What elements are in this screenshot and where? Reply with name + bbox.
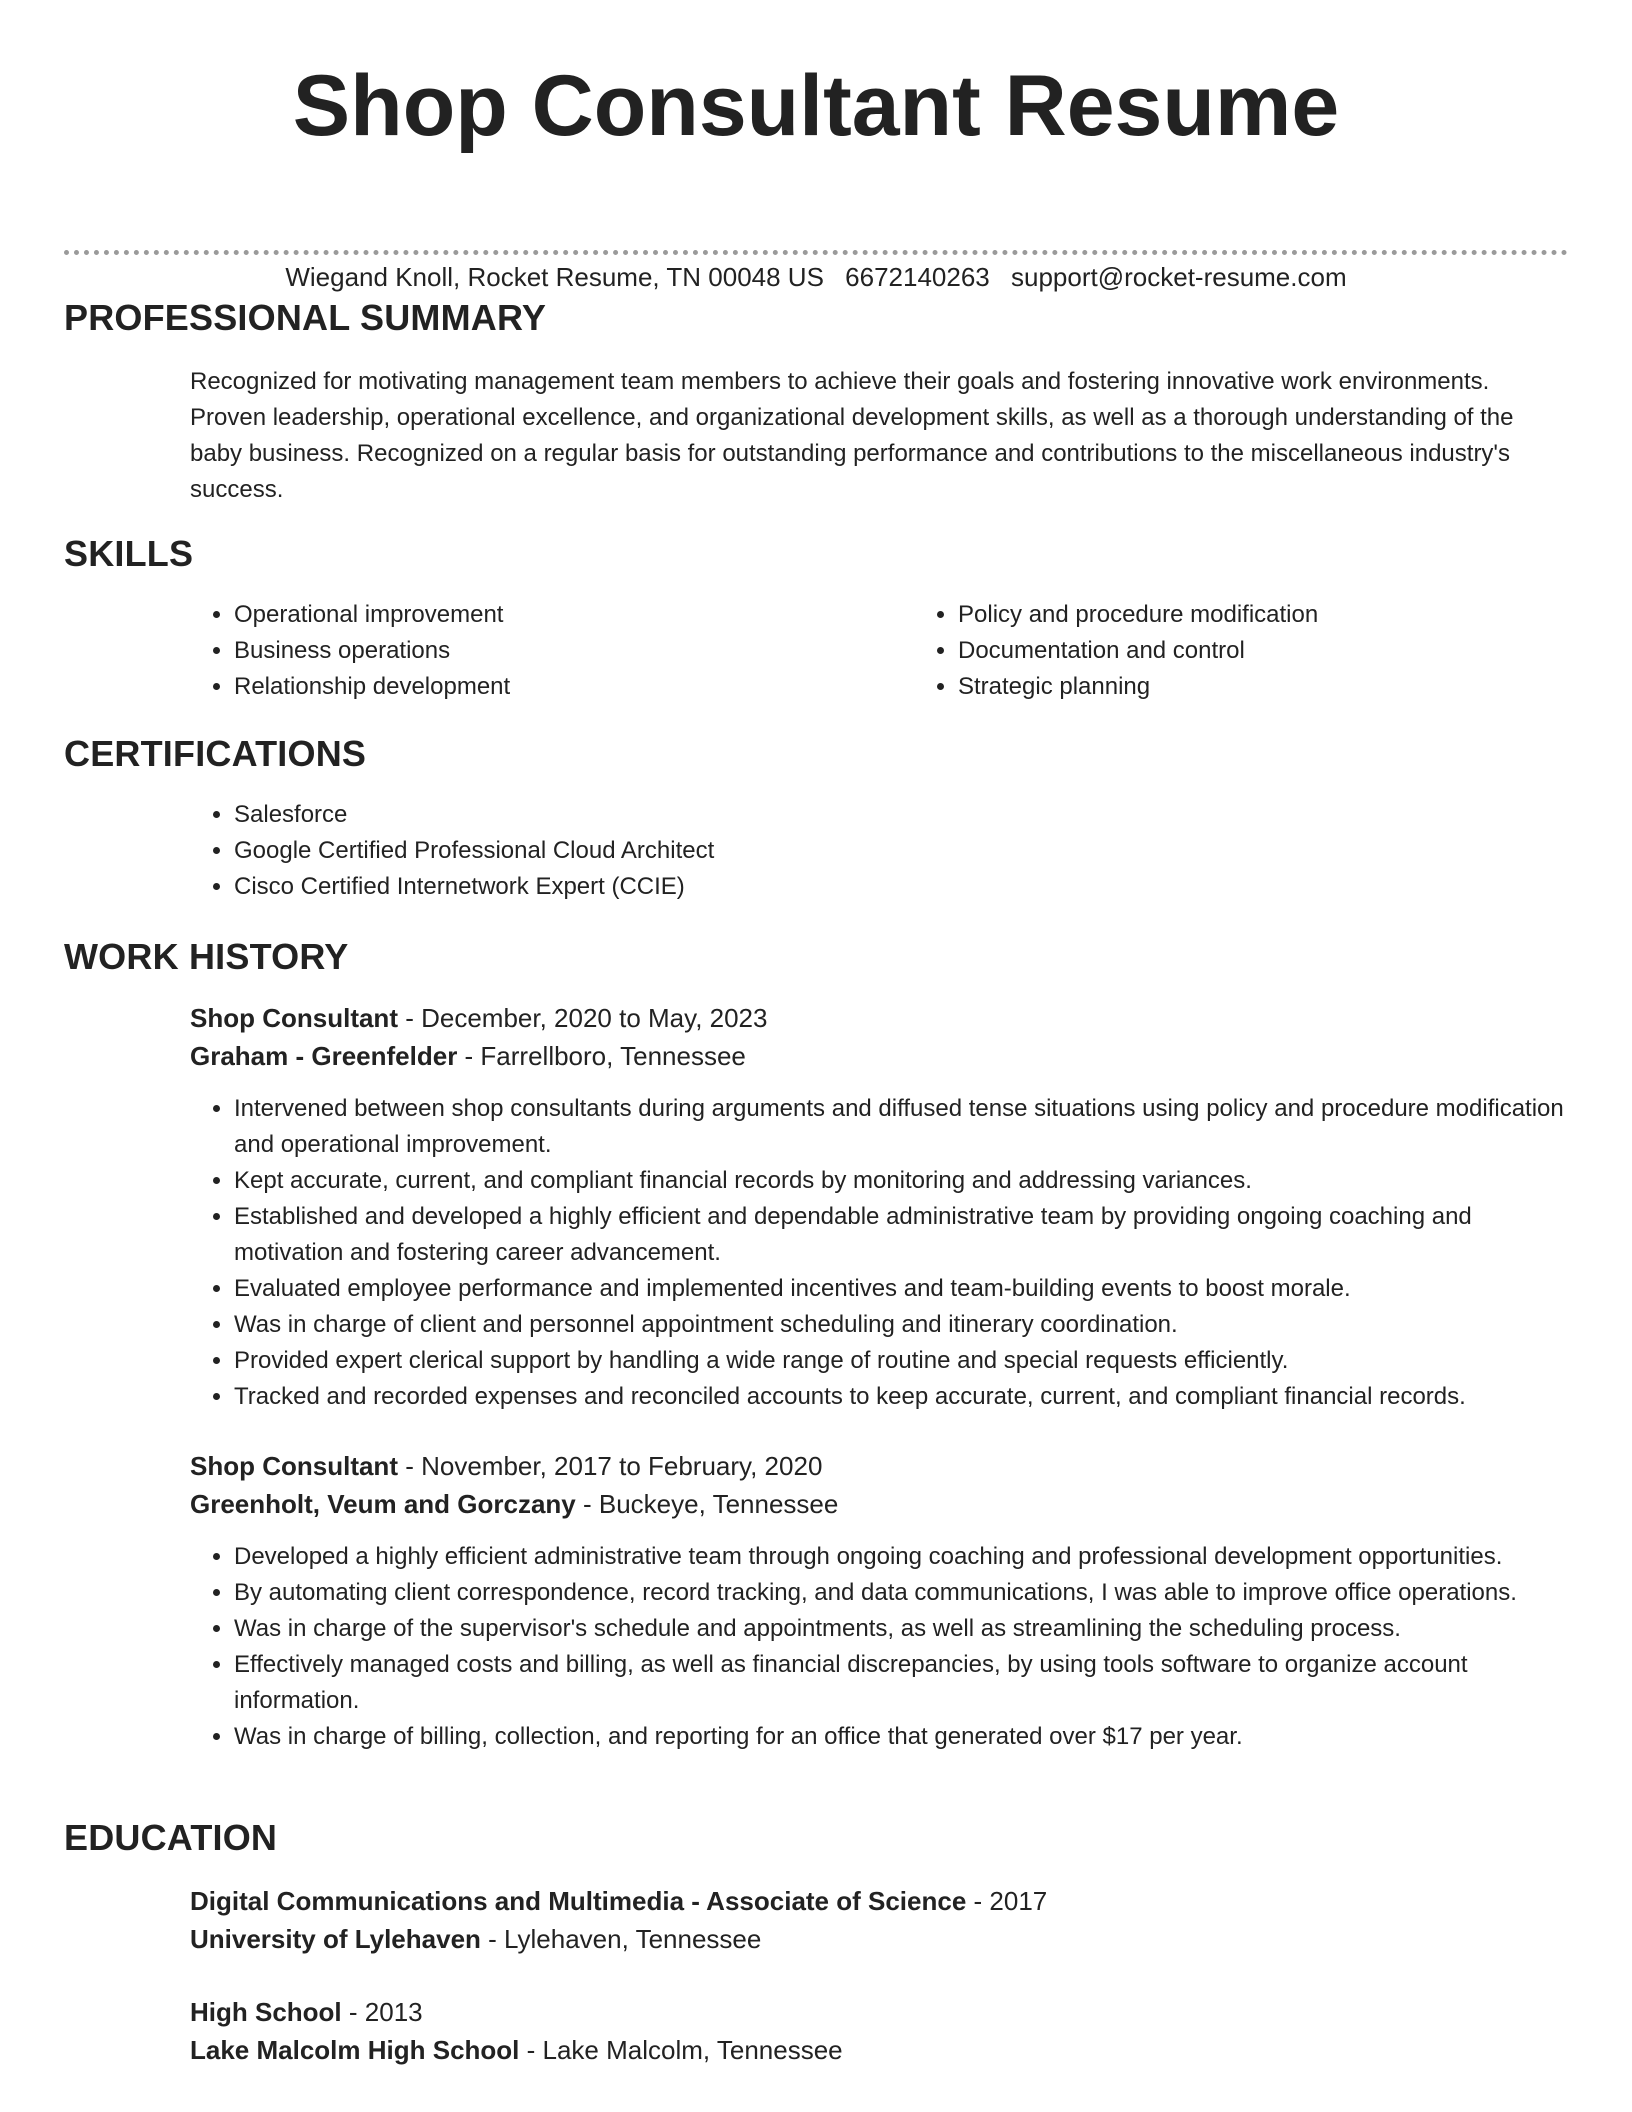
skills-left-list: [190, 597, 914, 705]
job-bullet-list: [190, 1091, 1568, 1415]
certification-item: • Google Certified Professional Cloud Architect: [234, 833, 1568, 869]
certifications-section: [190, 797, 1568, 905]
job-title-line: [190, 1447, 1568, 1485]
job-bullet: • Established and developed a highly efficient and dependable administrative team by providing ongoing coaching and motivation and fostering career advancement.: [234, 1199, 1568, 1271]
job-company-line: [190, 1485, 1568, 1523]
job-entry: [190, 1447, 1568, 1755]
job-bullet: • Was in charge of client and personnel appointment scheduling and itinerary coordination.: [234, 1307, 1568, 1343]
resume-title: Shop Consultant Resume: [292, 58, 1340, 154]
education-degree: High School: [190, 1997, 342, 2027]
summary-section: [190, 364, 1568, 508]
job-title-line: [190, 999, 1568, 1037]
work-heading: WORK HISTORY: [64, 936, 349, 977]
contact-line: [0, 260, 1632, 294]
education-degree-line: [190, 1993, 1568, 2031]
education-location: - Lake Malcolm, Tennessee: [519, 2035, 843, 2065]
job-bullet: • Was in charge of billing, collection, and reporting for an office that generated over $17 per year.: [234, 1719, 1568, 1755]
job-bullet-list: [190, 1539, 1568, 1755]
education-entry: [190, 1882, 1568, 1958]
skill-item: • Policy and procedure modification: [958, 597, 1632, 633]
skill-item: • Documentation and control: [958, 633, 1632, 669]
job-bullet: • Kept accurate, current, and compliant financial records by monitoring and addressing variances.: [234, 1163, 1568, 1199]
skills-right-list: [914, 597, 1632, 705]
skill-item: • Relationship development: [234, 669, 914, 705]
education-degree: Digital Communications and Multimedia - Associate of Science: [190, 1886, 967, 1916]
job-bullet: • Evaluated employee performance and implemented incentives and team-building events to boost morale.: [234, 1271, 1568, 1307]
job-company: Greenholt, Veum and Gorczany: [190, 1489, 576, 1519]
summary-heading: PROFESSIONAL SUMMARY: [64, 297, 547, 338]
job-dates: - December, 2020 to May, 2023: [397, 1003, 768, 1033]
job-bullet: • By automating client correspondence, record tracking, and data communications, I was able to improve office operations.: [234, 1575, 1568, 1611]
certifications-list: [190, 797, 1568, 905]
job-bullet: • Developed a highly efficient administrative team through ongoing coaching and professional development opportunities.: [234, 1539, 1568, 1575]
skill-item: • Business operations: [234, 633, 914, 669]
job-bullet: • Provided expert clerical support by handling a wide range of routine and special requests efficiently.: [234, 1343, 1568, 1379]
skills-heading: SKILLS: [64, 533, 194, 574]
contact-phone: 6672140263: [845, 262, 990, 292]
job-title: Shop Consultant: [190, 1003, 398, 1033]
job-company: Graham - Greenfelder: [190, 1041, 458, 1071]
job-title: Shop Consultant: [190, 1451, 398, 1481]
skill-item: • Strategic planning: [958, 669, 1632, 705]
education-heading: EDUCATION: [64, 1817, 278, 1858]
job-entry: [190, 999, 1568, 1415]
education-location: - Lylehaven, Tennessee: [480, 1924, 762, 1954]
contact-email: support@rocket-resume.com: [1011, 262, 1347, 292]
job-bullet: • Effectively managed costs and billing, as well as financial discrepancies, by using tools software to organize account information.: [234, 1647, 1568, 1719]
job-location: - Buckeye, Tennessee: [575, 1489, 839, 1519]
education-school: Lake Malcolm High School: [190, 2035, 520, 2065]
certification-item: • Cisco Certified Internetwork Expert (CCIE): [234, 869, 1568, 905]
education-school-line: [190, 2031, 1568, 2069]
job-bullet: • Intervened between shop consultants during arguments and diffused tense situations using policy and procedure modification and operational improvement.: [234, 1091, 1568, 1163]
job-dates: - November, 2017 to February, 2020: [397, 1451, 823, 1481]
education-degree-line: [190, 1882, 1568, 1920]
certifications-heading: CERTIFICATIONS: [64, 733, 367, 774]
job-bullet: • Tracked and recorded expenses and reconciled accounts to keep accurate, current, and compliant financial records.: [234, 1379, 1568, 1415]
job-bullet: • Was in charge of the supervisor's schedule and appointments, as well as streamlining the scheduling process.: [234, 1611, 1568, 1647]
education-school-line: [190, 1920, 1568, 1958]
header-divider: [64, 250, 1568, 255]
education-year: - 2013: [341, 1997, 423, 2027]
skills-section: [190, 597, 1568, 705]
contact-address: Wiegand Knoll, Rocket Resume, TN 00048 US: [285, 262, 824, 292]
skill-item: • Operational improvement: [234, 597, 914, 633]
job-location: - Farrellboro, Tennessee: [457, 1041, 746, 1071]
summary-text: Recognized for motivating management team members to achieve their goals and fostering innovative work environments. Proven leadership, operational excellence, and organizational development skills, as well as a thorough understanding of the baby business. Recognized on a regular basis for outstanding performance and contributions to the miscellaneous industry's success.: [190, 368, 1514, 503]
job-company-line: [190, 1037, 1568, 1075]
education-year: - 2017: [966, 1886, 1048, 1916]
education-entry: [190, 1993, 1568, 2069]
education-school: University of Lylehaven: [190, 1924, 481, 1954]
certification-item: • Salesforce: [234, 797, 1568, 833]
